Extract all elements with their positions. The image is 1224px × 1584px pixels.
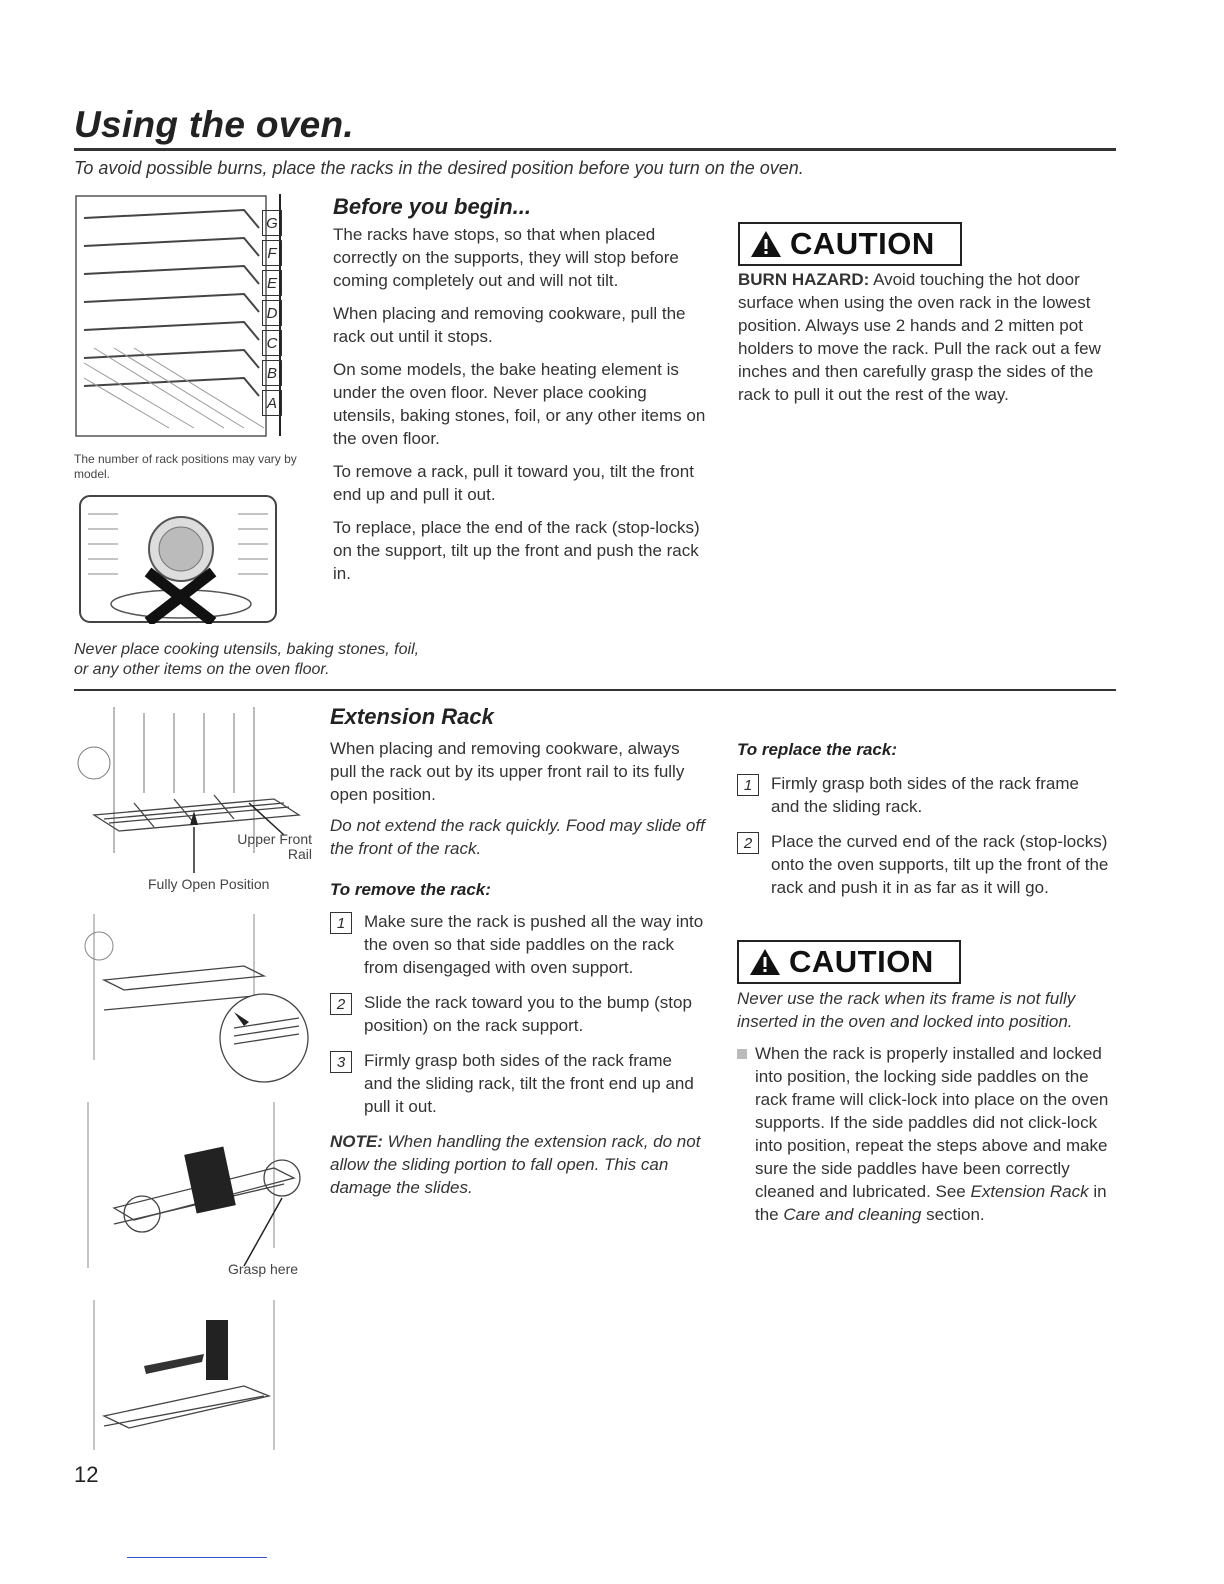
step-text: Slide the rack toward you to the bump (stop position) on the rack support. bbox=[364, 993, 692, 1035]
fully-open-label: Fully Open Position bbox=[148, 876, 270, 892]
before-paragraph: When placing and removing cookware, pull the rack out until it stops. bbox=[333, 304, 686, 346]
bullet-em-extension: Extension Rack bbox=[970, 1182, 1089, 1201]
grasp-here-label: Grasp here bbox=[228, 1261, 299, 1277]
rack-caption: The number of rack positions may vary by model. bbox=[74, 452, 297, 481]
bullet-item bbox=[737, 1042, 1117, 1226]
step-number: 1 bbox=[737, 774, 759, 796]
replace-heading: To replace the rack: bbox=[737, 740, 897, 759]
note-text bbox=[330, 1130, 705, 1199]
before-body bbox=[333, 223, 713, 585]
extension-rack-open-illustration bbox=[74, 703, 314, 895]
floor-caption: Never place cooking utensils, baking stones, foil, or any other items on the oven floor. bbox=[74, 641, 420, 678]
rack-caution-text: Never use the rack when its frame is not fully inserted in the oven and locked into position. bbox=[737, 989, 1076, 1031]
page-title: Using the oven. bbox=[74, 104, 354, 145]
step-text: Make sure the rack is pushed all the way into the oven so that side paddles on the rack from disengaged with oven support. bbox=[364, 912, 704, 977]
step-number: 2 bbox=[737, 832, 759, 854]
rack-label-a: A bbox=[262, 390, 282, 416]
caution-label: CAUTION bbox=[789, 944, 934, 979]
step-number: 2 bbox=[330, 993, 352, 1015]
section-divider bbox=[74, 689, 1116, 691]
burn-hazard-body: Avoid touching the hot door surface when using the oven rack in the lowest position. Always use 2 hands and 2 mitten pot holders to move the rack. Pull the rack out a few inches and then carefully grasp the sides of the rack to pull it out the rest of the way. bbox=[738, 270, 1101, 404]
rack-label-g: G bbox=[262, 210, 282, 236]
step-number: 1 bbox=[330, 912, 352, 934]
step-number: 3 bbox=[330, 1051, 352, 1073]
remove-step bbox=[330, 1049, 705, 1118]
bullet-text-c: section. bbox=[921, 1205, 985, 1224]
caution-box bbox=[737, 940, 961, 984]
step-text: Place the curved end of the rack (stop-locks) onto the oven supports, tilt up the front of the rack and push it in as far as it will go. bbox=[771, 832, 1109, 897]
rack-label-e: E bbox=[262, 270, 282, 296]
rack-label-f: F bbox=[262, 240, 282, 266]
remove-step bbox=[330, 991, 705, 1037]
before-paragraph: To remove a rack, pull it toward you, tilt the front end up and pull it out. bbox=[333, 462, 694, 504]
upper-front-label bbox=[232, 832, 312, 862]
oven-floor-illustration bbox=[78, 494, 278, 624]
upper-front-text: Upper Front bbox=[237, 831, 312, 847]
rack-position-labels bbox=[262, 210, 284, 420]
rail-text: Rail bbox=[287, 846, 312, 862]
bullet-text bbox=[755, 1042, 1117, 1226]
extension-intro: When placing and removing cookware, always pull the rack out by its upper front rail to its fully open position. bbox=[330, 739, 685, 804]
title-rule bbox=[74, 148, 1116, 151]
rack-label-b: B bbox=[262, 360, 282, 386]
bullet-em-care: Care and cleaning bbox=[783, 1205, 922, 1224]
before-heading: Before you begin... bbox=[333, 194, 532, 219]
burn-hazard-text bbox=[738, 268, 1123, 406]
footer-link-underline bbox=[127, 1557, 267, 1558]
remove-heading: To remove the rack: bbox=[330, 880, 491, 899]
before-paragraph: The racks have stops, so that when placed correctly on the supports, they will stop before coming completely out and will not tilt. bbox=[333, 225, 679, 290]
extension-rack-grasp-illustration bbox=[74, 1098, 314, 1274]
rack-label-d: D bbox=[262, 300, 282, 326]
rack-label-c: C bbox=[262, 330, 282, 356]
warning-triangle-icon bbox=[749, 948, 781, 976]
replace-step bbox=[737, 772, 1112, 818]
page-number: 12 bbox=[74, 1462, 99, 1487]
extension-rack-tilt-illustration bbox=[74, 1296, 314, 1454]
bullet-text-a: When the rack is properly installed and locked into position, the locking side paddles on the rack frame will click-lock into place on the oven supports. If the side paddles did not click-lock into position, repeat the steps above and make sure the side paddles have been correctly cleaned and lubricated. See bbox=[755, 1044, 1109, 1201]
burn-hazard-label: BURN HAZARD: bbox=[738, 270, 870, 289]
extension-warning: Do not extend the rack quickly. Food may slide off the front of the rack. bbox=[330, 816, 705, 858]
note-body: When handling the extension rack, do not allow the sliding portion to fall open. This can damage the slides. bbox=[330, 1132, 701, 1197]
remove-step bbox=[330, 910, 705, 979]
replace-step bbox=[737, 830, 1112, 899]
extension-rack-bump-illustration bbox=[74, 910, 314, 1086]
replace-steps bbox=[737, 772, 1112, 899]
bullet-marker bbox=[737, 1049, 747, 1059]
bullet-text-b: in the bbox=[755, 1182, 1107, 1224]
extension-heading: Extension Rack bbox=[330, 704, 494, 729]
step-text: Firmly grasp both sides of the rack frame and the sliding rack. bbox=[771, 774, 1080, 816]
warning-triangle-icon bbox=[750, 230, 782, 258]
before-paragraph: On some models, the bake heating element is under the oven floor. Never place cooking utensils, baking stones, foil, or any other items on the oven floor. bbox=[333, 360, 706, 448]
note-label: NOTE: bbox=[330, 1132, 383, 1151]
caution-box bbox=[738, 222, 962, 266]
caution-label: CAUTION bbox=[790, 226, 935, 261]
step-text: Firmly grasp both sides of the rack frame and the sliding rack, tilt the front end up and pull it out. bbox=[364, 1051, 694, 1116]
before-paragraph: To replace, place the end of the rack (stop-locks) on the support, tilt up the front and push the rack in. bbox=[333, 518, 700, 583]
page-subtitle: To avoid possible burns, place the racks in the desired position before you turn on the oven. bbox=[74, 158, 804, 178]
extension-body bbox=[330, 737, 705, 1199]
